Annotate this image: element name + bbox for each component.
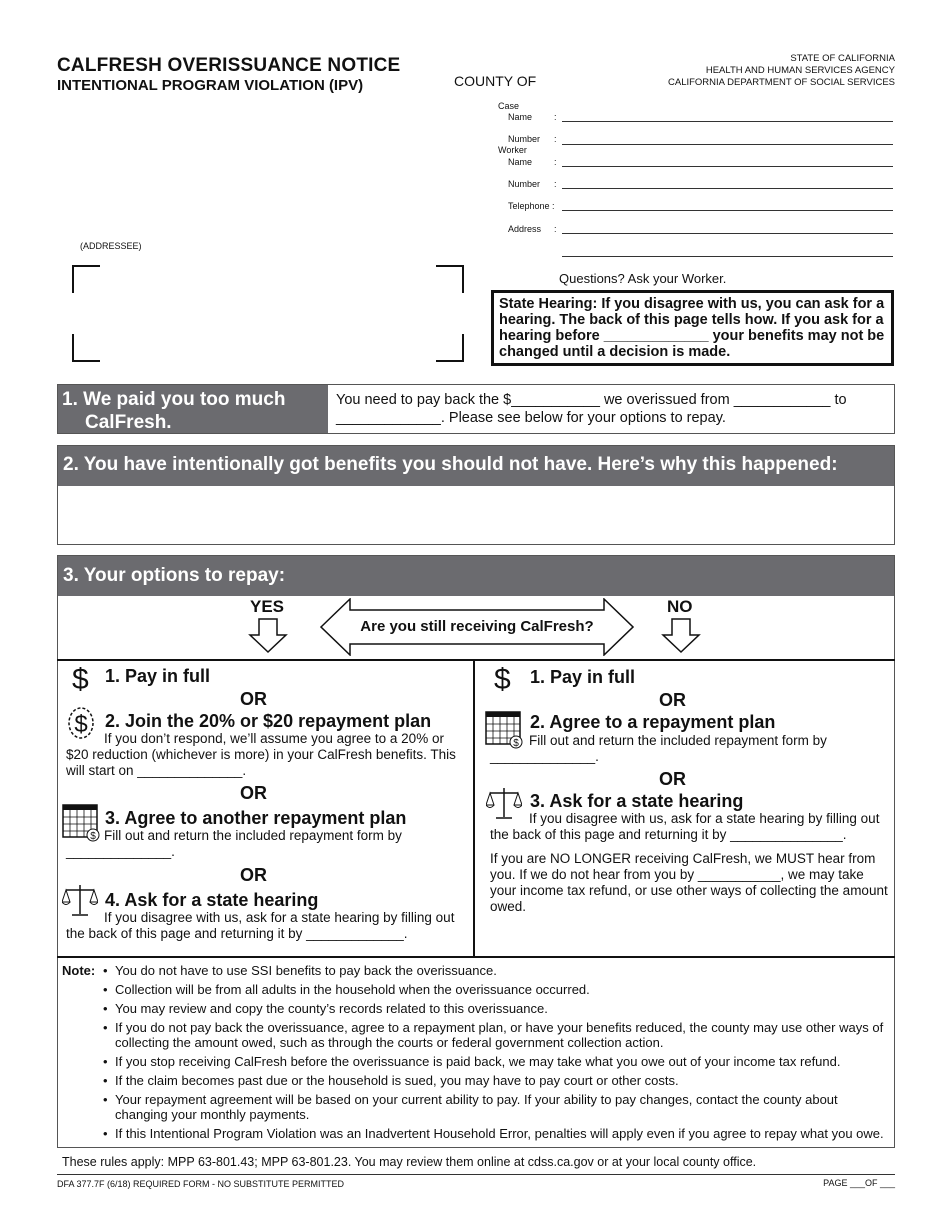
section-1 xyxy=(57,384,895,434)
case-name-label: Name xyxy=(508,112,533,122)
worker-name-label: Name xyxy=(508,157,533,167)
down-arrow-icon xyxy=(248,618,288,654)
note-item: • You do not have to use SSI benefits to pay back the overissuance. xyxy=(101,963,893,978)
or-label: OR xyxy=(659,690,686,710)
right-opt2-text: Fill out and return the included repayment form by ______________. xyxy=(490,733,827,764)
left-opt2-heading: 2. Join the 20% or $20 repayment plan xyxy=(105,711,432,731)
telephone-field[interactable] xyxy=(562,210,893,211)
address-window-corner xyxy=(436,334,464,362)
right-opt3-text: If you disagree with us, ask for a state hearing by filling out the back of this page and returning it by _______________. xyxy=(490,811,880,842)
questions-text: Questions? Ask your Worker. xyxy=(559,271,727,286)
divider xyxy=(57,956,895,958)
left-opt4-text: If you disagree with us, ask for a state hearing by filling out the back of this page and returning it by _____________. xyxy=(66,910,455,941)
reason-field[interactable] xyxy=(58,486,894,544)
section-2 xyxy=(57,445,895,545)
agency-line: STATE OF CALIFORNIA xyxy=(790,53,895,64)
section-1-heading xyxy=(58,385,328,433)
note-item: • If you do not pay back the overissuance, agree to a repayment plan, or have your benefits reduced, the county may use other ways of collecting the amount owed, such as through the courts or federal government collection action. xyxy=(101,1020,893,1050)
county-label: COUNTY OF xyxy=(454,73,537,89)
or-label: OR xyxy=(240,783,267,803)
note-item: • If the claim becomes past due or the household is sued, you may have to pay court or other costs. xyxy=(101,1073,893,1088)
dollar-icon: $ xyxy=(494,663,511,696)
state-hearing-box: State Hearing: If you disagree with us, you can ask for a hearing. The back of this page tells how. If you ask for a hearing before _____________ your benefits may not be changed until a decision is made. xyxy=(491,290,894,366)
divider xyxy=(57,659,895,661)
right-opt2-heading: 2. Agree to a repayment plan xyxy=(530,712,776,732)
rules-footer: These rules apply: MPP 63-801.43; MPP 63-801.23. You may review them online at cdss.ca.gov or at your local county office. xyxy=(62,1155,757,1169)
left-opt3-heading: 3. Agree to another repayment plan xyxy=(105,808,407,828)
address-window-corner xyxy=(72,265,100,293)
case-number-label: Number xyxy=(508,134,541,144)
or-label: OR xyxy=(240,689,267,709)
agency-block xyxy=(668,53,895,89)
address-label: Address xyxy=(508,224,542,234)
left-opt1-heading: 1. Pay in full xyxy=(105,666,211,686)
no-label: NO xyxy=(667,597,693,616)
case-label: Case xyxy=(498,101,520,111)
section-1-heading-line: 1. We paid you too much xyxy=(62,389,286,410)
colon: : xyxy=(554,157,557,167)
left-opt3-text: Fill out and return the included repayment form by ______________. xyxy=(66,828,402,859)
svg-text:$: $ xyxy=(513,738,519,749)
agency-line: HEALTH AND HUMAN SERVICES AGENCY xyxy=(705,65,895,76)
column-divider xyxy=(473,659,475,957)
page-number: PAGE ___OF ___ xyxy=(823,1178,895,1188)
case-name-field[interactable] xyxy=(562,121,893,122)
address-window-corner xyxy=(72,334,100,362)
divider xyxy=(57,1174,895,1175)
form-subtitle: INTENTIONAL PROGRAM VIOLATION (IPV) xyxy=(57,77,364,94)
still-receiving-question: Are you still receiving CalFresh? xyxy=(360,618,594,635)
left-opt2-text: If you don’t respond, we’ll assume you agree to a 20% or $20 reduction (whichever is more) in your CalFresh benefits. This will start on ______________. xyxy=(66,731,456,778)
telephone-label: Telephone : xyxy=(508,201,555,211)
colon: : xyxy=(554,224,557,234)
note-item: • If this Intentional Program Violation was an Inadvertent Household Error, penalties will apply even if you agree to repay what you owe. xyxy=(101,1126,893,1141)
worker-number-label: Number xyxy=(508,179,541,189)
down-arrow-icon xyxy=(661,618,701,654)
address-field[interactable] xyxy=(562,233,893,234)
section-3-heading: 3. Your options to repay: xyxy=(58,556,894,596)
right-opt3-heading: 3. Ask for a state hearing xyxy=(530,791,744,811)
note-list xyxy=(101,963,893,1145)
svg-text:$: $ xyxy=(90,831,96,842)
colon: : xyxy=(554,112,557,122)
note-item: • If you stop receiving CalFresh before the overissuance is paid back, we may take what you owe out of your income tax refund. xyxy=(101,1054,893,1069)
note-item: • You may review and copy the county’s records related to this overissuance. xyxy=(101,1001,893,1016)
right-opt1-heading: 1. Pay in full xyxy=(530,667,636,687)
section-1-heading-line: CalFresh. xyxy=(85,412,172,433)
colon: : xyxy=(554,134,557,144)
colon: : xyxy=(554,179,557,189)
form-title: CALFRESH OVERISSUANCE NOTICE xyxy=(57,55,401,76)
dollar-icon: $ xyxy=(72,663,89,696)
worker-label: Worker xyxy=(498,145,527,155)
addressee-label: (ADDRESSEE) xyxy=(80,241,142,251)
note-item: • Your repayment agreement will be based on your current ability to pay. If your ability to pay changes, contact the county about changing your monthly payments. xyxy=(101,1092,893,1122)
agency-line: CALIFORNIA DEPARTMENT OF SOCIAL SERVICES xyxy=(668,77,895,88)
form-id: DFA 377.7F (6/18) REQUIRED FORM - NO SUBSTITUTE PERMITTED xyxy=(57,1179,345,1189)
worker-number-field[interactable] xyxy=(562,188,893,189)
address-field-2[interactable] xyxy=(562,256,893,257)
no-longer-receiving-text: If you are NO LONGER receiving CalFresh, we MUST hear from you. If we do not hear from you by ___________, we may take your income tax refund, or use other ways of collecting the amount owed. xyxy=(490,851,888,914)
yes-label: YES xyxy=(250,597,285,616)
left-opt4-heading: 4. Ask for a state hearing xyxy=(105,890,319,910)
or-label: OR xyxy=(659,769,686,789)
or-label: OR xyxy=(240,865,267,885)
note-item: • Collection will be from all adults in the household when the overissuance occurred. xyxy=(101,982,893,997)
worker-name-field[interactable] xyxy=(562,166,893,167)
note-label: Note: xyxy=(62,963,96,978)
section-2-heading: 2. You have intentionally got benefits you should not have. Here’s why this happened: xyxy=(58,446,894,486)
case-number-field[interactable] xyxy=(562,144,893,145)
svg-text:$: $ xyxy=(74,711,88,738)
address-window-corner xyxy=(436,265,464,293)
section-1-text: You need to pay back the $___________ we overissued from ____________ to _____________. Please see below for your options to repay. xyxy=(336,392,847,426)
